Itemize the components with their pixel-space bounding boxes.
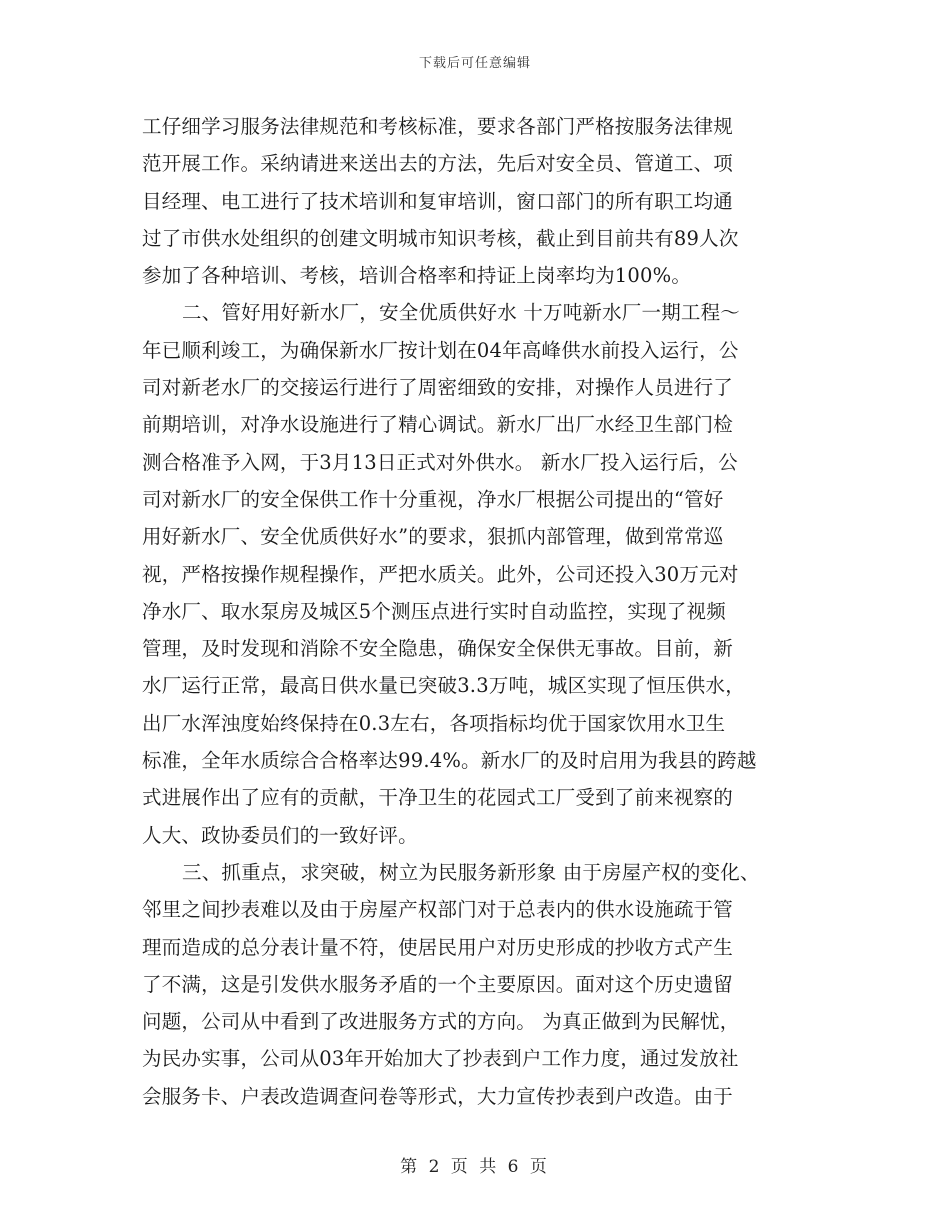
page-header: 下载后可任意编辑 bbox=[418, 56, 531, 71]
text-line: 年已顺利竣工，为确保新水厂按计划在04年高峰供水前投入运行，公 bbox=[142, 338, 739, 362]
text-line: 为民办实事，公司从03年开始加大了抄表到户工作力度，通过发放社 bbox=[142, 1047, 739, 1071]
page-number-footer: 第 2 页 共 6 页 bbox=[400, 1157, 550, 1177]
text-line: 标准，全年水质综合合格率达99.4%。新水厂的及时启用为我县的跨越 bbox=[142, 749, 757, 773]
text-line: 了不满，这是引发供水服务矛盾的一个主要原因。面对这个历史遗留 bbox=[142, 972, 734, 996]
text-line: 参加了各种培训、考核，培训合格率和持证上岗率均为100%。 bbox=[142, 264, 692, 288]
text-line: 三、抓重点，求突破，树立为民服务新形象 由于房屋产权的变化、 bbox=[182, 860, 760, 884]
text-line: 净水厂、取水泵房及城区5个测压点进行实时自动监控，实现了视频 bbox=[142, 599, 726, 623]
text-line: 会服务卡、户表改造调查问卷等形式，大力宣传抄表到户改造。由于 bbox=[142, 1084, 734, 1108]
text-line: 邻里之间抄表难以及由于房屋产权部门对于总表内的供水设施疏于管 bbox=[142, 898, 734, 922]
text-line: 二、管好用好新水厂，安全优质供好水 十万吨新水厂一期工程～ bbox=[182, 301, 740, 325]
text-line: 式进展作出了应有的贡献，干净卫生的花园式工厂受到了前来视察的 bbox=[142, 786, 734, 810]
text-line: 工仔细学习服务法律规范和考核标准，要求各部门严格按服务法律规 bbox=[142, 115, 734, 138]
text-line: 问题，公司从中看到了改进服务方式的方向。 为真正做到为民解忧， bbox=[142, 1010, 740, 1034]
text-line: 出厂水浑浊度始终保持在0.3左右，各项指标均优于国家饮用水卫生 bbox=[142, 711, 726, 735]
text-line: 过了市供水处组织的创建文明城市知识考核，截止到目前共有89人次 bbox=[142, 226, 739, 250]
text-line: 人大、政协委员们的一致好评。 bbox=[142, 823, 418, 847]
text-line: 理而造成的总分表计量不符，使居民用户对历史形成的抄收方式产生 bbox=[142, 935, 734, 959]
text-line: 前期培训，对净水设施进行了精心调试。新水厂出厂水经卫生部门检 bbox=[142, 413, 734, 437]
text-line: 测合格准予入网，于3月13日正式对外供水。 新水厂投入运行后，公 bbox=[142, 450, 738, 474]
text-line: 目经理、电工进行了技术培训和复审培训，窗口部门的所有职工均通 bbox=[142, 189, 734, 213]
text-line: 范开展工作。采纳请进来送出去的方法，先后对安全员、管道工、项 bbox=[142, 152, 734, 176]
text-line: 司对新水厂的安全保供工作十分重视，净水厂根据公司提出的“管好 bbox=[142, 487, 724, 511]
text-line: 视，严格按操作规程操作，严把水质关。此外，公司还投入30万元对 bbox=[142, 562, 739, 586]
text-line: 司对新老水厂的交接运行进行了周密细致的安排，对操作人员进行了 bbox=[142, 376, 734, 400]
text-line: 水厂运行正常，最高日供水量已突破3.3万吨，城区实现了恒压供水， bbox=[142, 674, 745, 698]
text-line: 管理，及时发现和消除不安全隐患，确保安全保供无事故。目前，新 bbox=[142, 637, 734, 661]
document-body bbox=[142, 108, 812, 1115]
text-line: 用好新水厂、安全优质供好水”的要求，狠抓内部管理，做到常常巡 bbox=[142, 525, 724, 549]
